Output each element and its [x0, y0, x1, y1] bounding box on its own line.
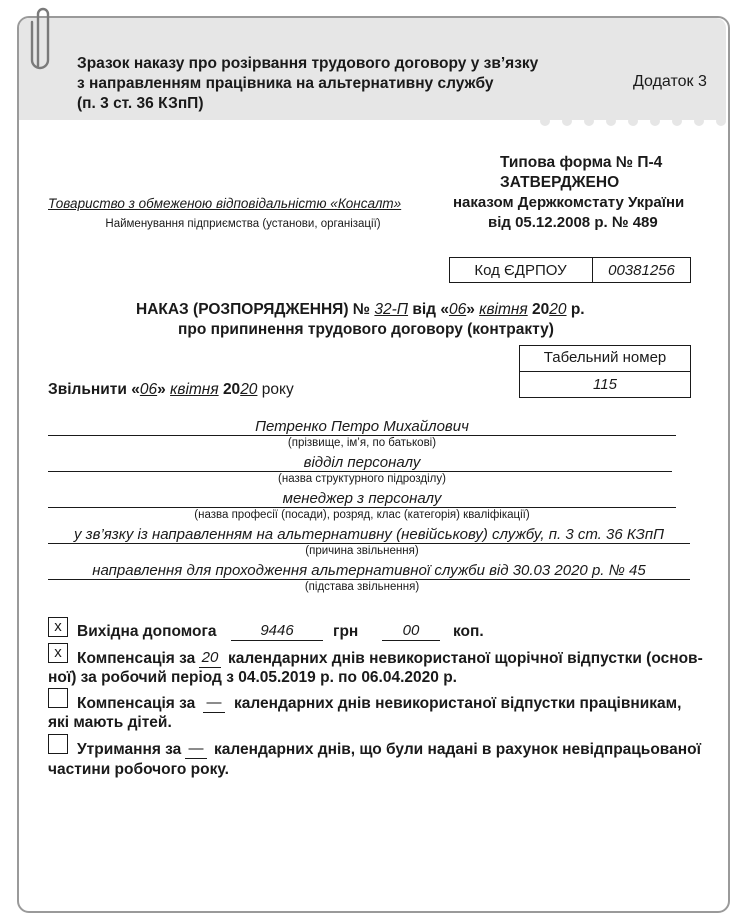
order-from: від « — [412, 301, 449, 318]
employee-name-caption: (прізвище, ім’я, по батькові) — [287, 437, 437, 449]
comp-children-line2: які мають дітей. — [48, 714, 172, 731]
order-year-suffix: 20 — [549, 301, 567, 318]
approved-by: наказом Держкомстату України — [453, 194, 685, 211]
dismiss-year-suffix: 20 — [240, 381, 258, 398]
comp-annual-days: 20 — [199, 649, 221, 668]
order-day: 06 — [448, 301, 467, 318]
comp-annual-line2: ної) за робочий період з 04.05.2019 р. по 06.04.2020 р. — [48, 669, 457, 686]
dismiss-day: 06 — [139, 381, 158, 398]
order-year-word: р. — [570, 301, 585, 318]
header-dots — [540, 116, 730, 126]
department-value: відділ персоналу — [303, 454, 421, 471]
enterprise-name: Товариство з обмеженою відповідальністю «Консалт» — [48, 196, 402, 211]
department-caption: (назва структурного підрозділу) — [278, 473, 446, 485]
deduction-days: — — [185, 740, 207, 759]
edrpou-label: Код ЄДРПОУ — [474, 262, 567, 279]
order-prefix: НАКАЗ (РОЗПОРЯДЖЕННЯ) № — [136, 301, 371, 318]
order-year-prefix: 20 — [532, 301, 550, 318]
dismiss-date — [48, 381, 294, 399]
deduction-line2: частини робочого року. — [48, 761, 229, 778]
basis-value: направлення для проходження альтернативної служби від 30.03 2020 р. № 45 — [92, 562, 646, 579]
deduction-prefix: Утримання за — [77, 741, 182, 758]
reason-caption: (причина звільнення) — [305, 545, 419, 557]
enterprise-caption: Найменування підприємства (установи, організації) — [105, 218, 381, 230]
header-title-line-3: (п. 3 ст. 36 КЗпП) — [77, 95, 204, 112]
comp-annual-checkbox[interactable]: x — [48, 643, 68, 663]
dismiss-year-prefix: 20 — [222, 381, 241, 398]
severance-checkbox[interactable]: x — [48, 617, 68, 637]
order-title — [136, 301, 585, 319]
basis-line — [48, 579, 690, 580]
deduction-line1: календарних днів, що були надані в рахунок невідпрацьованої — [214, 741, 701, 758]
header-title-line-1: Зразок наказу про розірвання трудового договору у зв’язку — [77, 55, 539, 72]
dismiss-close-quote: » — [157, 381, 166, 398]
comp-annual-line1: календарних днів невикористаної щорічної відпустки (основ- — [228, 650, 703, 667]
dismiss-year-word: року — [261, 381, 294, 398]
comp-children-days: — — [203, 694, 225, 713]
form-type: Типова форма № П-4 — [500, 154, 663, 171]
severance-label: Вихідна допомога — [77, 623, 217, 640]
order-number: 32-П — [374, 301, 409, 318]
basis-caption: (підстава звільнення) — [304, 581, 420, 593]
comp-children-prefix: Компенсація за — [77, 695, 196, 712]
paperclip-icon — [30, 4, 56, 74]
tab-number-label: Табельний номер — [543, 349, 667, 366]
approved-label: ЗАТВЕРДЖЕНО — [500, 174, 620, 191]
position-line — [48, 507, 676, 508]
severance-currency: грн — [333, 623, 359, 640]
employee-name-value: Петренко Петро Михайлович — [255, 418, 469, 435]
reason-line — [48, 543, 690, 544]
severance-kop: 00 — [382, 622, 440, 641]
approved-date: від 05.12.2008 р. № 489 — [488, 214, 658, 231]
employee-name-line — [48, 435, 676, 436]
order-subtitle: про припинення трудового договору (контракту) — [178, 321, 554, 338]
severance-kop-label: коп. — [453, 623, 484, 640]
order-month: квітня — [479, 301, 528, 318]
dismiss-month: квітня — [170, 381, 219, 398]
appendix-label: Додаток 3 — [633, 73, 707, 90]
tab-number-value: 115 — [593, 376, 617, 393]
department-line — [48, 471, 672, 472]
comp-annual-prefix: Компенсація за — [77, 650, 196, 667]
edrpou-value: 00381256 — [608, 262, 675, 279]
comp-children-line1: календарних днів невикористаної відпустки працівникам, — [234, 695, 682, 712]
header-title-line-2: з направленням працівника на альтернативну службу — [77, 75, 494, 92]
tab-number-divider — [519, 371, 691, 372]
severance-amount: 9446 — [231, 622, 323, 641]
order-close-quote: » — [466, 301, 475, 318]
position-value: менеджер з персоналу — [282, 490, 442, 507]
reason-value: у зв’язку із направленням на альтернативну (невійськову) службу, п. 3 ст. 36 КЗпП — [73, 526, 665, 543]
comp-children-checkbox[interactable] — [48, 688, 68, 708]
position-caption: (назва професії (посади), розряд, клас (категорія) кваліфікації) — [194, 509, 530, 521]
dismiss-prefix: Звільнити « — [48, 381, 140, 398]
deduction-checkbox[interactable] — [48, 734, 68, 754]
